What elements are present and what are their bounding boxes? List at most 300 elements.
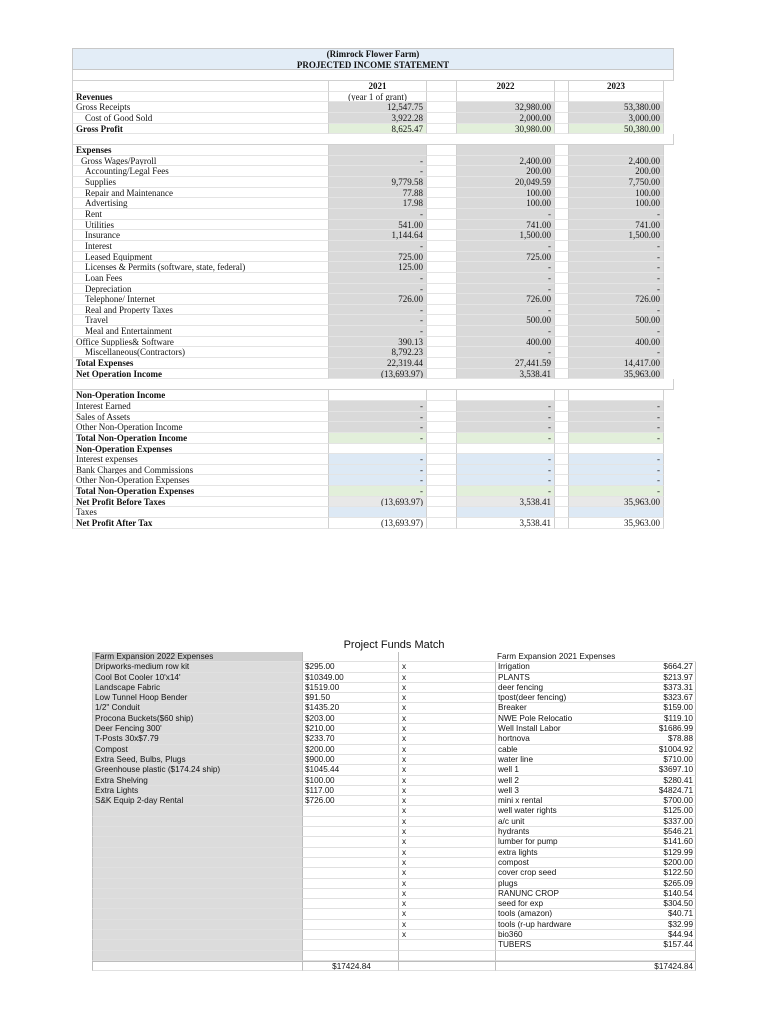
expense-2021-label: bio360 bbox=[495, 930, 637, 940]
funds-row bbox=[92, 734, 696, 744]
expense-2022-label: Compost bbox=[92, 745, 302, 755]
row-net-profit-after-tax bbox=[72, 518, 674, 529]
match-mark: x bbox=[398, 837, 495, 847]
row-label: Interest bbox=[72, 241, 328, 252]
expense-2021-amount: $337.00 bbox=[637, 817, 696, 827]
value-2022: 400.00 bbox=[456, 337, 554, 348]
value-2022: - bbox=[456, 433, 554, 444]
value-2022: 725.00 bbox=[456, 252, 554, 263]
expense-2022-label: Procona Buckets($60 ship) bbox=[92, 714, 302, 724]
expense-2021-amount: $213.97 bbox=[637, 673, 696, 683]
match-mark: x bbox=[398, 806, 495, 816]
match-mark: x bbox=[398, 858, 495, 868]
expense-2021-label: well water rights bbox=[495, 806, 637, 816]
match-mark: x bbox=[398, 673, 495, 683]
row-label: Total Non-Operation Expenses bbox=[72, 486, 328, 497]
value-2022: 1,500.00 bbox=[456, 230, 554, 241]
match-mark: x bbox=[398, 868, 495, 878]
expense-rows bbox=[72, 156, 674, 379]
expense-2021-amount: $122.50 bbox=[637, 868, 696, 878]
value-2022: - bbox=[456, 486, 554, 497]
expense-2021-label: water line bbox=[495, 755, 637, 765]
match-mark: x bbox=[398, 817, 495, 827]
value-2022: - bbox=[456, 475, 554, 486]
value-2022: - bbox=[456, 401, 554, 412]
revenue-rows bbox=[72, 102, 674, 134]
expense-2021-label: a/c unit bbox=[495, 817, 637, 827]
expense-2022-amount: $1435.20 bbox=[302, 703, 398, 713]
value-2021: - bbox=[328, 326, 426, 337]
left-heading: Farm Expansion 2022 Expenses bbox=[92, 652, 302, 662]
funds-title: Project Funds Match bbox=[343, 639, 445, 651]
value-2021: - bbox=[328, 422, 426, 433]
expense-2021-label: lumber for pump bbox=[495, 837, 637, 847]
value-2021: - bbox=[328, 486, 426, 497]
row-label: Gross Profit bbox=[72, 124, 328, 135]
funds-rows bbox=[92, 662, 696, 950]
row-bank-charges-and-commissions bbox=[72, 465, 674, 476]
value-2023: - bbox=[568, 454, 664, 465]
value-2022: 2,400.00 bbox=[456, 156, 554, 167]
value-2023 bbox=[568, 390, 664, 401]
funds-row bbox=[92, 909, 696, 919]
value-2021: - bbox=[328, 315, 426, 326]
match-mark: x bbox=[398, 765, 495, 775]
value-2023: - bbox=[568, 475, 664, 486]
expense-2021-label: Irrigation bbox=[495, 662, 637, 672]
value-2023: - bbox=[568, 209, 664, 220]
expense-2022-label: Greenhouse plastic ($174.24 ship) bbox=[92, 765, 302, 775]
expense-2021-label: hydrants bbox=[495, 827, 637, 837]
row-leased-equipment bbox=[72, 252, 674, 263]
expense-2021-label: well 2 bbox=[495, 776, 637, 786]
funds-row bbox=[92, 806, 696, 816]
expense-2022-label: S&K Equip 2-day Rental bbox=[92, 796, 302, 806]
expense-2022-amount: $203.00 bbox=[302, 714, 398, 724]
funds-row bbox=[92, 786, 696, 796]
row-gross-profit bbox=[72, 124, 674, 135]
match-mark: x bbox=[398, 693, 495, 703]
funds-row bbox=[92, 755, 696, 765]
year-2021: 2021 bbox=[328, 81, 426, 92]
value-2023: - bbox=[568, 284, 664, 295]
expenses-heading: Expenses bbox=[72, 145, 328, 156]
row-taxes bbox=[72, 507, 674, 518]
row-label: Non-Operation Expenses bbox=[72, 444, 328, 455]
expense-2021-label: cable bbox=[495, 745, 637, 755]
row-rent bbox=[72, 209, 674, 220]
row-supplies bbox=[72, 177, 674, 188]
match-mark: x bbox=[398, 703, 495, 713]
expense-2021-amount: $44.94 bbox=[637, 930, 696, 940]
row-meal-and-entertainment bbox=[72, 326, 674, 337]
expense-2022-label: Dripworks-medium row kit bbox=[92, 662, 302, 672]
row-travel bbox=[72, 315, 674, 326]
value-2023: - bbox=[568, 433, 664, 444]
non-operation-rows bbox=[72, 390, 674, 528]
value-2021: 8,625.47 bbox=[328, 124, 426, 135]
row-label: Repair and Maintenance bbox=[72, 188, 328, 199]
expense-2021-label: tools (r-up hardware bbox=[495, 920, 637, 930]
expense-2021-label: tools (amazon) bbox=[495, 909, 637, 919]
row-label: Other Non-Operation Expenses bbox=[72, 475, 328, 486]
value-2021: 125.00 bbox=[328, 262, 426, 273]
value-2022: - bbox=[456, 326, 554, 337]
row-label: Sales of Assets bbox=[72, 412, 328, 423]
row-label: Total Expenses bbox=[72, 358, 328, 369]
row-gross-receipts bbox=[72, 102, 674, 113]
value-2022 bbox=[456, 444, 554, 455]
row-label: Bank Charges and Commissions bbox=[72, 465, 328, 476]
expense-2021-label: Breaker bbox=[495, 703, 637, 713]
revenues-heading-row bbox=[72, 92, 674, 103]
farm-name: (Rimrock Flower Farm) bbox=[326, 49, 420, 59]
match-mark: x bbox=[398, 848, 495, 858]
funds-row bbox=[92, 703, 696, 713]
expense-2021-amount: $141.60 bbox=[637, 837, 696, 847]
row-label: Rent bbox=[72, 209, 328, 220]
expense-2021-amount: $129.99 bbox=[637, 848, 696, 858]
row-non-operation-expenses bbox=[72, 444, 674, 455]
row-label: Net Operation Income bbox=[72, 369, 328, 380]
expenses-heading-row bbox=[72, 145, 674, 156]
expense-2021-label: tpost(deer fencing) bbox=[495, 693, 637, 703]
value-2023: - bbox=[568, 347, 664, 358]
value-2021: - bbox=[328, 401, 426, 412]
row-real-and-property-taxes bbox=[72, 305, 674, 316]
expense-2021-amount: $125.00 bbox=[637, 806, 696, 816]
row-label: Advertising bbox=[72, 198, 328, 209]
row-total-non-operation-expenses bbox=[72, 486, 674, 497]
expense-2022-label: Landscape Fabric bbox=[92, 683, 302, 693]
row-label: Supplies bbox=[72, 177, 328, 188]
value-2021: 77.88 bbox=[328, 188, 426, 199]
match-mark: x bbox=[398, 786, 495, 796]
funds-header-row bbox=[92, 652, 696, 662]
funds-row bbox=[92, 879, 696, 889]
value-2021: 8,792.23 bbox=[328, 347, 426, 358]
funds-row bbox=[92, 817, 696, 827]
row-office-supplies-software bbox=[72, 337, 674, 348]
funds-row bbox=[92, 673, 696, 683]
value-2021: - bbox=[328, 475, 426, 486]
value-2023: 400.00 bbox=[568, 337, 664, 348]
row-total-non-operation-income bbox=[72, 433, 674, 444]
value-2021: 725.00 bbox=[328, 252, 426, 263]
expense-2022-label: Deer Fencing 300' bbox=[92, 724, 302, 734]
value-2022: - bbox=[456, 262, 554, 273]
value-2022: 741.00 bbox=[456, 220, 554, 231]
value-2021 bbox=[328, 390, 426, 401]
row-advertising bbox=[72, 198, 674, 209]
funds-total-row bbox=[92, 961, 696, 971]
value-2023: 7,750.00 bbox=[568, 177, 664, 188]
value-2022: - bbox=[456, 454, 554, 465]
value-2021: - bbox=[328, 166, 426, 177]
row-label: Office Supplies& Software bbox=[72, 337, 328, 348]
expense-2021-label: well 3 bbox=[495, 786, 637, 796]
year-header-row bbox=[72, 81, 674, 92]
funds-row bbox=[92, 683, 696, 693]
expense-2021-amount: $710.00 bbox=[637, 755, 696, 765]
row-label: Telephone/ Internet bbox=[72, 294, 328, 305]
value-2021: 541.00 bbox=[328, 220, 426, 231]
spacer-row bbox=[72, 379, 674, 390]
funds-row bbox=[92, 765, 696, 775]
row-sales-of-assets bbox=[72, 412, 674, 423]
expense-2022-amount: $726.00 bbox=[302, 796, 398, 806]
value-2021: - bbox=[328, 454, 426, 465]
value-2021: 9,779.58 bbox=[328, 177, 426, 188]
match-mark: x bbox=[398, 879, 495, 889]
row-other-non-operation-expenses bbox=[72, 475, 674, 486]
value-2021: - bbox=[328, 305, 426, 316]
expense-2021-amount: $700.00 bbox=[637, 796, 696, 806]
funds-row bbox=[92, 837, 696, 847]
funds-row bbox=[92, 889, 696, 899]
value-2022: 500.00 bbox=[456, 315, 554, 326]
value-2022: 27,441.59 bbox=[456, 358, 554, 369]
value-2023: - bbox=[568, 401, 664, 412]
value-2022 bbox=[456, 390, 554, 401]
value-2021: (13,693.97) bbox=[328, 518, 426, 529]
expense-2021-label: hortnova bbox=[495, 734, 637, 744]
right-total: $17424.84 bbox=[637, 961, 696, 971]
expense-2022-label: Extra Lights bbox=[92, 786, 302, 796]
row-gross-wages-payroll bbox=[72, 156, 674, 167]
value-2023: - bbox=[568, 465, 664, 476]
value-2023: - bbox=[568, 326, 664, 337]
value-2023: - bbox=[568, 422, 664, 433]
expense-2021-amount: $200.00 bbox=[637, 858, 696, 868]
row-label: Other Non-Operation Income bbox=[72, 422, 328, 433]
match-mark: x bbox=[398, 734, 495, 744]
row-label: Gross Wages/Payroll bbox=[72, 156, 328, 167]
row-label: Accounting/Legal Fees bbox=[72, 166, 328, 177]
expense-2021-label: PLANTS bbox=[495, 673, 637, 683]
value-2023: 2,400.00 bbox=[568, 156, 664, 167]
income-statement-header bbox=[72, 48, 674, 70]
expense-2022-label: Low Tunnel Hoop Bender bbox=[92, 693, 302, 703]
value-2022: - bbox=[456, 422, 554, 433]
value-2023: - bbox=[568, 262, 664, 273]
value-2023: 500.00 bbox=[568, 315, 664, 326]
spacer-row bbox=[72, 70, 674, 81]
match-mark: x bbox=[398, 899, 495, 909]
revenues-heading: Revenues bbox=[72, 92, 328, 103]
expense-2021-amount: $3697.10 bbox=[637, 765, 696, 775]
expense-2021-amount: $304.50 bbox=[637, 899, 696, 909]
expense-2021-amount: $1004.92 bbox=[637, 745, 696, 755]
funds-row bbox=[92, 662, 696, 672]
match-mark: x bbox=[398, 755, 495, 765]
expense-2022-amount: $10349.00 bbox=[302, 673, 398, 683]
row-label: Total Non-Operation Income bbox=[72, 433, 328, 444]
value-2021: 726.00 bbox=[328, 294, 426, 305]
value-2023: 200.00 bbox=[568, 166, 664, 177]
row-miscellaneous-contractors bbox=[72, 347, 674, 358]
value-2021: 1,144.64 bbox=[328, 230, 426, 241]
income-statement bbox=[72, 48, 674, 529]
value-2023: 35,963.00 bbox=[568, 369, 664, 380]
value-2023 bbox=[568, 444, 664, 455]
funds-row bbox=[92, 858, 696, 868]
value-2021: (13,693.97) bbox=[328, 369, 426, 380]
match-mark: x bbox=[398, 724, 495, 734]
row-telephone-internet bbox=[72, 294, 674, 305]
value-2023: - bbox=[568, 486, 664, 497]
expense-2021-amount: $265.09 bbox=[637, 879, 696, 889]
spacer-row bbox=[72, 134, 674, 145]
value-2021: 3,922.28 bbox=[328, 113, 426, 124]
row-interest-earned bbox=[72, 401, 674, 412]
value-2022: 100.00 bbox=[456, 198, 554, 209]
expense-2021-label: seed for exp bbox=[495, 899, 637, 909]
row-label: Licenses & Permits (software, state, federal) bbox=[72, 262, 328, 273]
expense-2022-amount: $210.00 bbox=[302, 724, 398, 734]
funds-row bbox=[92, 693, 696, 703]
value-2023: 50,380.00 bbox=[568, 124, 664, 135]
value-2021: 12,547.75 bbox=[328, 102, 426, 113]
row-other-non-operation-income bbox=[72, 422, 674, 433]
expense-2022-label: Extra Seed, Bulbs, Plugs bbox=[92, 755, 302, 765]
funds-row bbox=[92, 724, 696, 734]
value-2021: - bbox=[328, 209, 426, 220]
value-2023: 726.00 bbox=[568, 294, 664, 305]
value-2022: 100.00 bbox=[456, 188, 554, 199]
row-label: Taxes bbox=[72, 507, 328, 518]
value-2023: - bbox=[568, 252, 664, 263]
value-2023: 53,380.00 bbox=[568, 102, 664, 113]
row-label: Non-Operation Income bbox=[72, 390, 328, 401]
row-licenses-permits-software-state-federal bbox=[72, 262, 674, 273]
match-mark: x bbox=[398, 827, 495, 837]
expense-2021-label: compost bbox=[495, 858, 637, 868]
row-non-operation-income bbox=[72, 390, 674, 401]
value-2023: 14,417.00 bbox=[568, 358, 664, 369]
value-2022: 32,980.00 bbox=[456, 102, 554, 113]
row-label: Insurance bbox=[72, 230, 328, 241]
funds-row bbox=[92, 930, 696, 940]
expense-2021-amount: $32.99 bbox=[637, 920, 696, 930]
value-2022: 726.00 bbox=[456, 294, 554, 305]
row-cost-of-good-sold bbox=[72, 113, 674, 124]
value-2021: - bbox=[328, 433, 426, 444]
expense-2022-amount: $1519.00 bbox=[302, 683, 398, 693]
value-2023: - bbox=[568, 241, 664, 252]
expense-2021-amount: $323.67 bbox=[637, 693, 696, 703]
row-label: Interest Earned bbox=[72, 401, 328, 412]
row-label: Cost of Good Sold bbox=[72, 113, 328, 124]
value-2022: - bbox=[456, 209, 554, 220]
row-label: Real and Property Taxes bbox=[72, 305, 328, 316]
row-label: Utilities bbox=[72, 220, 328, 231]
row-label: Meal and Entertainment bbox=[72, 326, 328, 337]
value-2021: - bbox=[328, 465, 426, 476]
value-2021: (13,693.97) bbox=[328, 497, 426, 508]
value-2022: - bbox=[456, 347, 554, 358]
match-mark: x bbox=[398, 662, 495, 672]
funds-row bbox=[92, 899, 696, 909]
value-2021: - bbox=[328, 284, 426, 295]
match-mark: x bbox=[398, 889, 495, 899]
value-2021 bbox=[328, 444, 426, 455]
row-label: Miscellaneous(Contractors) bbox=[72, 347, 328, 358]
value-2022: 3,538.41 bbox=[456, 518, 554, 529]
value-2023: 100.00 bbox=[568, 188, 664, 199]
value-2022: 30,980.00 bbox=[456, 124, 554, 135]
funds-row bbox=[92, 940, 696, 950]
value-2023: - bbox=[568, 412, 664, 423]
expense-2021-label: deer fencing bbox=[495, 683, 637, 693]
value-2023: 35,963.00 bbox=[568, 518, 664, 529]
value-2022 bbox=[456, 507, 554, 518]
expense-2021-label: plugs bbox=[495, 879, 637, 889]
value-2023: 100.00 bbox=[568, 198, 664, 209]
row-net-profit-before-taxes bbox=[72, 497, 674, 508]
expense-2021-label: TUBERS bbox=[495, 940, 637, 950]
expense-2021-amount: $546.21 bbox=[637, 827, 696, 837]
value-2022: - bbox=[456, 305, 554, 316]
row-interest-expenses bbox=[72, 454, 674, 465]
value-2023: 1,500.00 bbox=[568, 230, 664, 241]
match-mark: x bbox=[398, 745, 495, 755]
value-2021: 390.13 bbox=[328, 337, 426, 348]
value-2021: - bbox=[328, 156, 426, 167]
value-2021: - bbox=[328, 412, 426, 423]
row-label: Depreciation bbox=[72, 284, 328, 295]
expense-2021-amount: $664.27 bbox=[637, 662, 696, 672]
expense-2021-label: NWE Pole Relocatio bbox=[495, 714, 637, 724]
expense-2022-amount: $900.00 bbox=[302, 755, 398, 765]
funds-row bbox=[92, 776, 696, 786]
year-note: (year 1 of grant) bbox=[328, 92, 426, 103]
expense-2021-label: RANUNC CROP bbox=[495, 889, 637, 899]
value-2023: - bbox=[568, 273, 664, 284]
expense-2021-label: extra lights bbox=[495, 848, 637, 858]
value-2022: - bbox=[456, 412, 554, 423]
value-2022: - bbox=[456, 465, 554, 476]
value-2022: 3,538.41 bbox=[456, 497, 554, 508]
expense-2021-amount: $40.71 bbox=[637, 909, 696, 919]
row-repair-and-maintenance bbox=[72, 188, 674, 199]
funds-spacer-row bbox=[92, 951, 696, 961]
expense-2021-amount: $78.88 bbox=[637, 734, 696, 744]
expense-2022-label: 1/2" Conduit bbox=[92, 703, 302, 713]
value-2022: 2,000.00 bbox=[456, 113, 554, 124]
expense-2022-amount: $100.00 bbox=[302, 776, 398, 786]
expense-2022-label: Cool Bot Cooler 10'x14' bbox=[92, 673, 302, 683]
expense-2022-label: T-Posts 30x$7.79 bbox=[92, 734, 302, 744]
expense-2021-amount: $373.31 bbox=[637, 683, 696, 693]
value-2023: 35,963.00 bbox=[568, 497, 664, 508]
expense-2022-amount: $1045.44 bbox=[302, 765, 398, 775]
value-2021: 22,319.44 bbox=[328, 358, 426, 369]
row-insurance bbox=[72, 230, 674, 241]
match-mark: x bbox=[398, 920, 495, 930]
value-2022: - bbox=[456, 284, 554, 295]
left-total: $17424.84 bbox=[302, 961, 398, 971]
expense-2021-amount: $4824.71 bbox=[637, 786, 696, 796]
expense-2022-amount: $295.00 bbox=[302, 662, 398, 672]
expense-2022-amount: $233.70 bbox=[302, 734, 398, 744]
value-2022: - bbox=[456, 241, 554, 252]
row-label: Interest expenses bbox=[72, 454, 328, 465]
value-2022: - bbox=[456, 273, 554, 284]
row-label: Net Profit Before Taxes bbox=[72, 497, 328, 508]
expense-2021-label: cover crop seed bbox=[495, 868, 637, 878]
value-2022: 3,538.41 bbox=[456, 369, 554, 380]
